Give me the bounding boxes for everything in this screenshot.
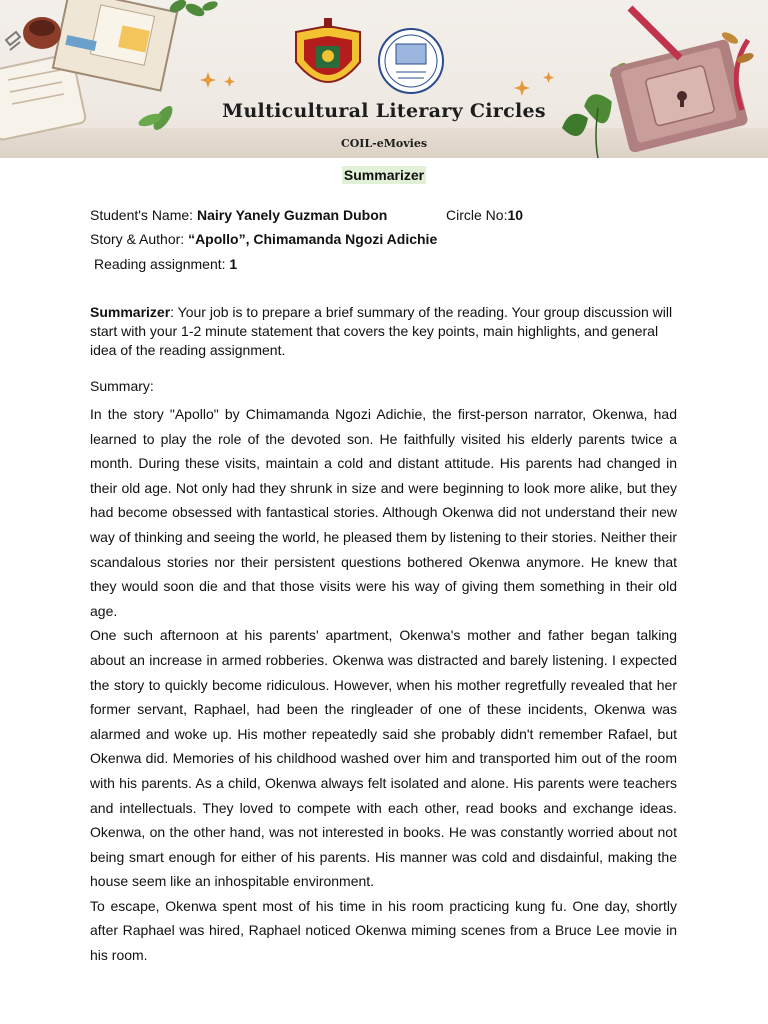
role-label: Summarizer [90,304,171,320]
document-title-text: Summarizer [343,167,425,183]
summary-paragraph: One such afternoon at his parents' apartment, Okenwa's mother and father began talking about an increase in armed robberies. Okenwa was distracted and barely listening. I expected the story to quickly become ridiculous. However, when his mother regretfully revealed that her former servant, Raphael, had been the ringleader of one of these incidents, Okenwa was alarmed and woke up. His mother repeatedly said she probably didn't remember Rafael, but Okenwa did. Memories of his childhood washed over him and transported him out of the room with his parents. As a child, Okenwa always felt isolated and alone. His parents were teachers and intellectuals. They loved to compete with each other, read books and exchange ideas. Okenwa, on the other hand, was not interested in books. He was constantly worried about not being smart enough for either of his parents. His manner was cold and disdainful, making the house seem like an inhospitable environment. [90,627,677,890]
role-description-text: : Your job is to prepare a brief summary of the reading. Your group discussion will start with your 1-2 minute statement that covers the key points, main highlights, and general idea of the reading assignment. [90,304,673,358]
summary-paragraph: To escape, Okenwa spent most of his time in his room practicing kung fu. One day, shortly after Raphael was hired, Raphael noticed Okenwa miming scenes from a Bruce Lee movie in his room. [90,897,677,964]
student-name-label: Student's Name: [90,207,194,223]
circle-number-row [446,206,523,224]
document-title [0,167,768,183]
summary-paragraph: In the story "Apollo" by Chimamanda Ngozi Adichie, the first-person narrator, Okenwa, had learned to play the role of the devoted son. He faithfully visited his elderly parents twice a month. During these visits, maintain a cold and distant attitude. His parents had changed in their old age. Not only had they shrunk in size and were beginning to look more alike, but they had become obsessed with fantastical stories. Although Okenwa did not understand their new way of thinking and seeing the world, he pleased them by listening to their stories. Neither their scandalous stories nor their persistent questions bothered Okenwa anymore. He knew that they would soon die and that those visits were his way of giving them something in their old age. [90,406,677,619]
circle-number-value: 10 [507,207,524,223]
student-name-row [90,206,387,224]
story-author-row [90,230,437,248]
role-description [90,303,680,360]
book-icon [609,8,755,153]
reading-assignment-row [94,255,237,273]
banner-subtitle: COIL-eMovies [340,137,428,150]
reading-assignment-label: Reading assignment: [94,256,226,272]
student-name-value: Nairy Yanely Guzman Dubon [196,207,388,223]
summary-body [90,402,677,968]
banner-title: Multicultural Literary Circles [222,100,546,122]
paper-clip-icon [6,32,20,50]
banner-illustration [0,0,768,158]
story-author-value: “Apollo”, Chimamanda Ngozi Adichie [188,231,438,247]
reading-assignment-value: 1 [229,256,238,272]
summary-label: Summary: [90,378,154,394]
story-author-label: Story & Author: [90,231,185,247]
circle-number-label: Circle No: [446,207,508,223]
institution-seal-icon [379,29,443,93]
university-seal-icon [296,18,360,82]
header-banner [0,0,768,158]
sparkle-icon [200,72,554,96]
coffee-cup-icon [23,17,61,49]
